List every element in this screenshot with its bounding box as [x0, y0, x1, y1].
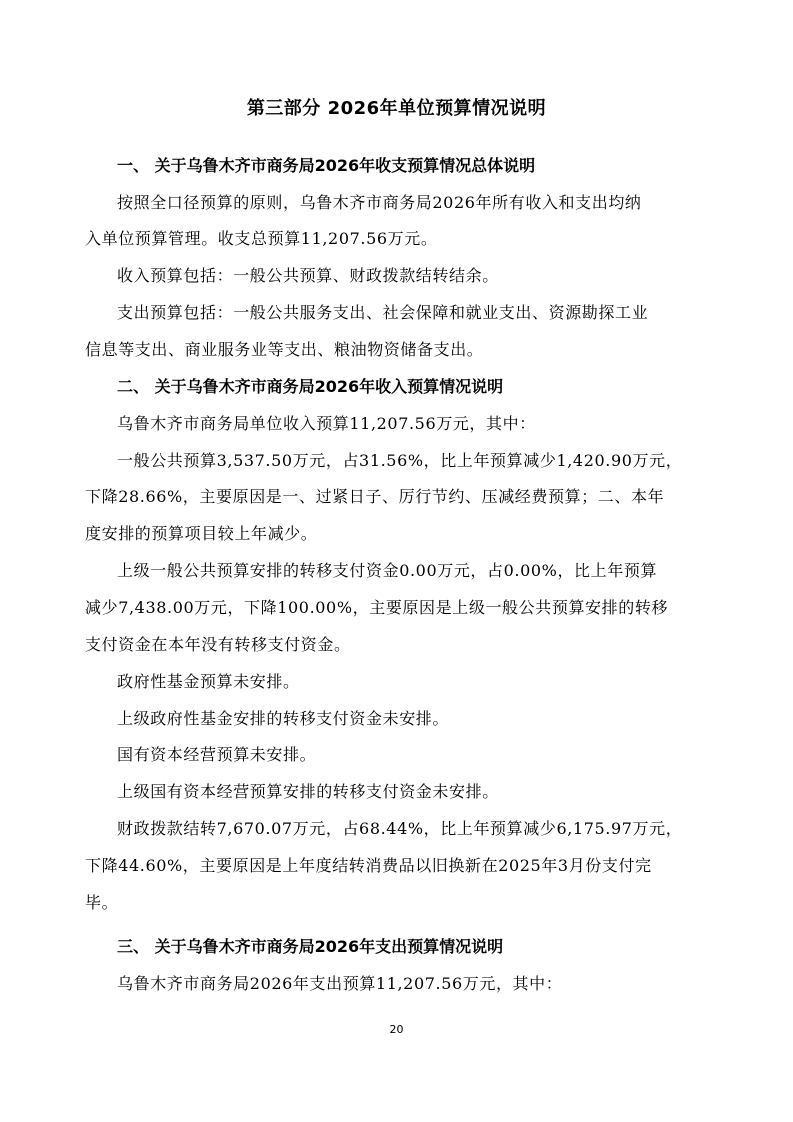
paragraph-line: 信息等支出、商业服务业等支出、粮油物资储备支出。: [85, 340, 484, 359]
paragraph-line: 一般公共预算3,537.50万元，占31.56%，比上年预算减少1,420.90万元，: [117, 451, 683, 470]
paragraph-line: 减少7,438.00万元，下降100.00%，主要原因是上级一般公共预算安排的转移: [85, 598, 669, 617]
paragraph-line: 支付资金在本年没有转移支付资金。: [85, 635, 351, 654]
paragraph-line: 毕。: [85, 893, 119, 912]
paragraph-line: 入单位预算管理。收支总预算11,207.56万元。: [85, 229, 438, 248]
paragraph-line: 上级一般公共预算安排的转移支付资金0.00万元，占0.00%，比上年预算: [117, 561, 658, 580]
paragraph-line: 政府性基金预算未安排。: [117, 672, 300, 691]
paragraph-line: 乌鲁木齐市商务局2026年支出预算11,207.56万元，其中：: [117, 974, 563, 993]
paragraph-line: 下降44.60%，主要原因是上年度结转消费品以旧换新在2025年3月份支付完: [85, 856, 652, 875]
section-heading-1: 一、 关于乌鲁木齐市商务局2026年收支预算情况总体说明: [117, 156, 536, 175]
paragraph-line: 按照全口径预算的原则，乌鲁木齐市商务局2026年所有收入和支出均纳: [117, 193, 642, 212]
paragraph-line: 度安排的预算项目较上年减少。: [85, 524, 318, 543]
page-title: 第三部分 2026年单位预算情况说明: [246, 98, 547, 119]
paragraph-line: 支出预算包括：一般公共服务支出、社会保障和就业支出、资源勘探工业: [117, 303, 649, 322]
paragraph-line: 上级政府性基金安排的转移支付资金未安排。: [117, 709, 450, 728]
page-number: 20: [389, 1023, 404, 1036]
paragraph-line: 财政拨款结转7,670.07万元，占68.44%，比上年预算减少6,175.97万元，: [117, 819, 683, 838]
paragraph-line: 上级国有资本经营预算安排的转移支付资金未安排。: [117, 782, 499, 801]
paragraph-line: 下降28.66%，主要原因是一、过紧日子、厉行节约、压减经费预算；二、本年: [85, 487, 665, 506]
section-heading-3: 三、 关于乌鲁木齐市商务局2026年支出预算情况说明: [117, 937, 504, 956]
paragraph-line: 国有资本经营预算未安排。: [117, 745, 317, 764]
section-heading-2: 二、 关于乌鲁木齐市商务局2026年收入预算情况说明: [117, 377, 504, 396]
paragraph-line: 收入预算包括：一般公共预算、财政拨款结转结余。: [117, 266, 499, 285]
paragraph-line: 乌鲁木齐市商务局单位收入预算11,207.56万元，其中：: [117, 414, 536, 433]
